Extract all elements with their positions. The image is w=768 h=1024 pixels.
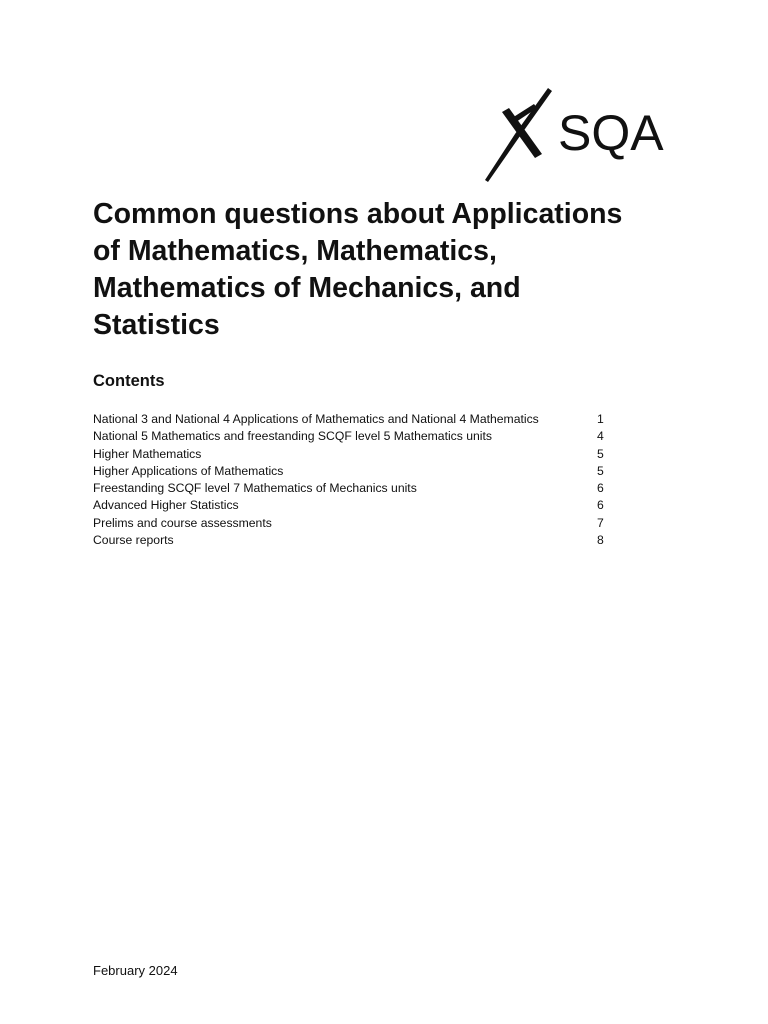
sqa-logo <box>482 84 682 184</box>
toc-entry-label[interactable]: Course reports <box>93 533 174 548</box>
toc-entry-page: 5 <box>597 446 604 461</box>
saltire-cross-icon <box>482 84 682 184</box>
toc-entry[interactable] <box>93 428 613 445</box>
toc-entry[interactable] <box>93 463 613 480</box>
toc-entry-page: 1 <box>597 412 604 426</box>
publication-date: February 2024 <box>93 963 178 978</box>
toc-entry[interactable] <box>93 497 613 514</box>
contents-heading: Contents <box>93 372 165 390</box>
table-of-contents <box>93 411 613 549</box>
toc-entry[interactable] <box>93 446 613 463</box>
title-line: of Mathematics, Mathematics, <box>93 235 497 267</box>
toc-entry-label[interactable]: Higher Mathematics <box>93 446 202 461</box>
toc-entry-page: 6 <box>597 498 604 513</box>
toc-entry-label[interactable]: Advanced Higher Statistics <box>93 498 239 513</box>
toc-entry-page: 5 <box>597 463 604 478</box>
title-line: Statistics <box>93 309 220 341</box>
title-line: Common questions about Applications <box>93 198 623 230</box>
toc-entry-label[interactable]: Prelims and course assessments <box>93 515 272 530</box>
toc-entry-page: 6 <box>597 481 604 496</box>
toc-entry-page: 4 <box>597 429 604 444</box>
toc-entry-label[interactable]: Higher Applications of Mathematics <box>93 463 284 478</box>
toc-entry[interactable] <box>93 532 613 549</box>
toc-entry-page: 8 <box>597 533 604 548</box>
toc-entry[interactable] <box>93 411 613 428</box>
document-title <box>93 196 713 344</box>
toc-entry-page: 7 <box>597 515 604 530</box>
toc-entry[interactable] <box>93 480 613 497</box>
title-line: Mathematics of Mechanics, and <box>93 272 521 304</box>
toc-entry-label[interactable]: Freestanding SCQF level 7 Mathematics of Mechanics units <box>93 481 417 496</box>
toc-entry[interactable] <box>93 515 613 532</box>
logo-text: SQA <box>558 105 664 161</box>
toc-entry-label[interactable]: National 3 and National 4 Applications of Mathematics and National 4 Mathematics <box>93 412 539 426</box>
toc-entry-label[interactable]: National 5 Mathematics and freestanding SCQF level 5 Mathematics units <box>93 429 492 444</box>
